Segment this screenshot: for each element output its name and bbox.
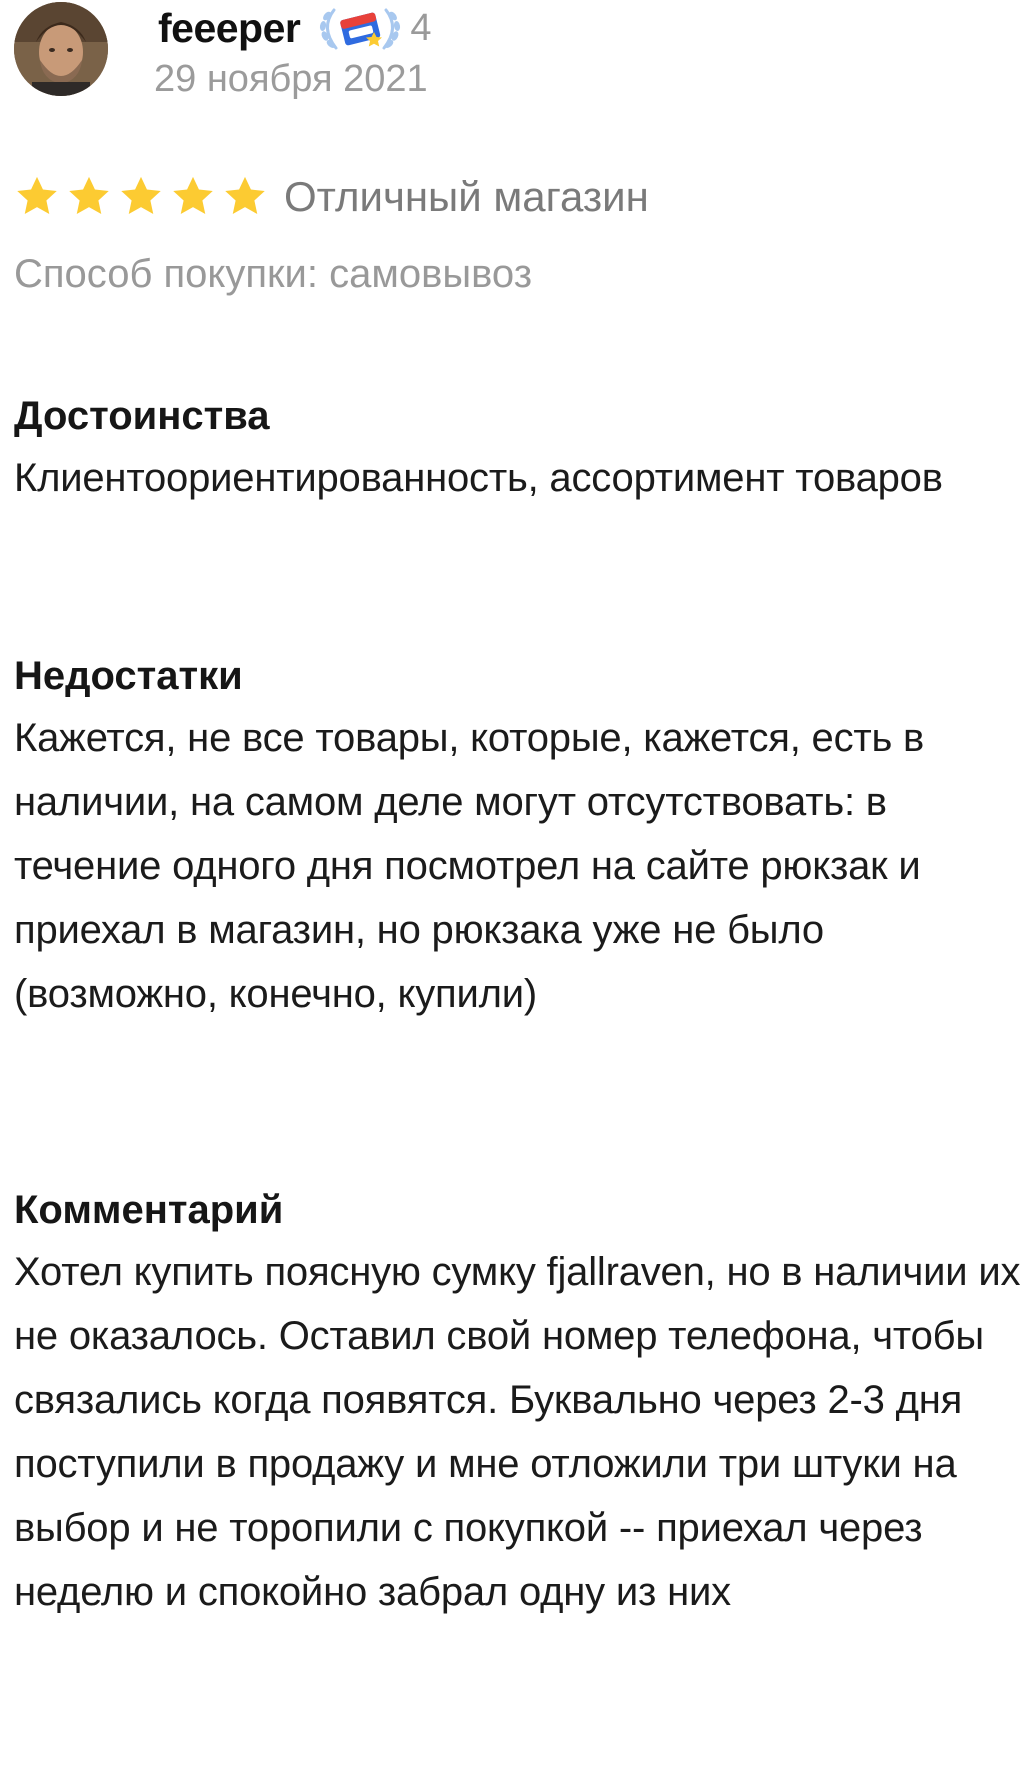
pros-text: Клиентоориентированность, ассортимент товаров [14, 456, 943, 500]
pros-section [14, 386, 1024, 510]
review-card [14, 0, 1024, 1614]
star-rating [14, 174, 274, 220]
review-header [14, 0, 1024, 110]
cons-section [14, 646, 1024, 1026]
comment-section [14, 1180, 1024, 1624]
author-line [158, 0, 432, 56]
star-icon [14, 174, 60, 220]
comment-title: Комментарий [14, 1188, 284, 1232]
rating-row [14, 172, 649, 222]
author-name[interactable]: feeeper [158, 4, 301, 51]
star-icon [222, 174, 268, 220]
comment-text: Хотел купить поясную сумку fjallraven, но в наличии их не оказалось. Оставил свой номер телефона, чтобы связались когда появятся. Буквально через 2-3 дня поступили в продажу и мне отложили три штуки на выбор и не торопили с покупкой -- приехал через неделю и спокойно забрал одну из них [14, 1250, 1021, 1614]
star-icon [118, 174, 164, 220]
purchase-method: Способ покупки: самовывоз [14, 252, 533, 296]
star-icon [170, 174, 216, 220]
badge-count: 4 [410, 6, 432, 49]
cons-title: Недостатки [14, 654, 243, 698]
laurel-wreath-badge-icon[interactable] [312, 2, 408, 54]
rating-label: Отличный магазин [284, 173, 649, 220]
cons-text: Кажется, не все товары, которые, кажется, есть в наличии, на самом деле могут отсутствовать: в течение одного дня посмотрел на сайте рюкзак и приехал в магазин, но рюкзака уже не было (возможно, конечно, купили) [14, 716, 925, 1016]
pros-title: Достоинства [14, 394, 270, 438]
star-icon [66, 174, 112, 220]
avatar-photo-icon [14, 2, 108, 96]
review-date: 29 ноября 2021 [154, 58, 428, 100]
user-avatar[interactable] [14, 2, 108, 96]
